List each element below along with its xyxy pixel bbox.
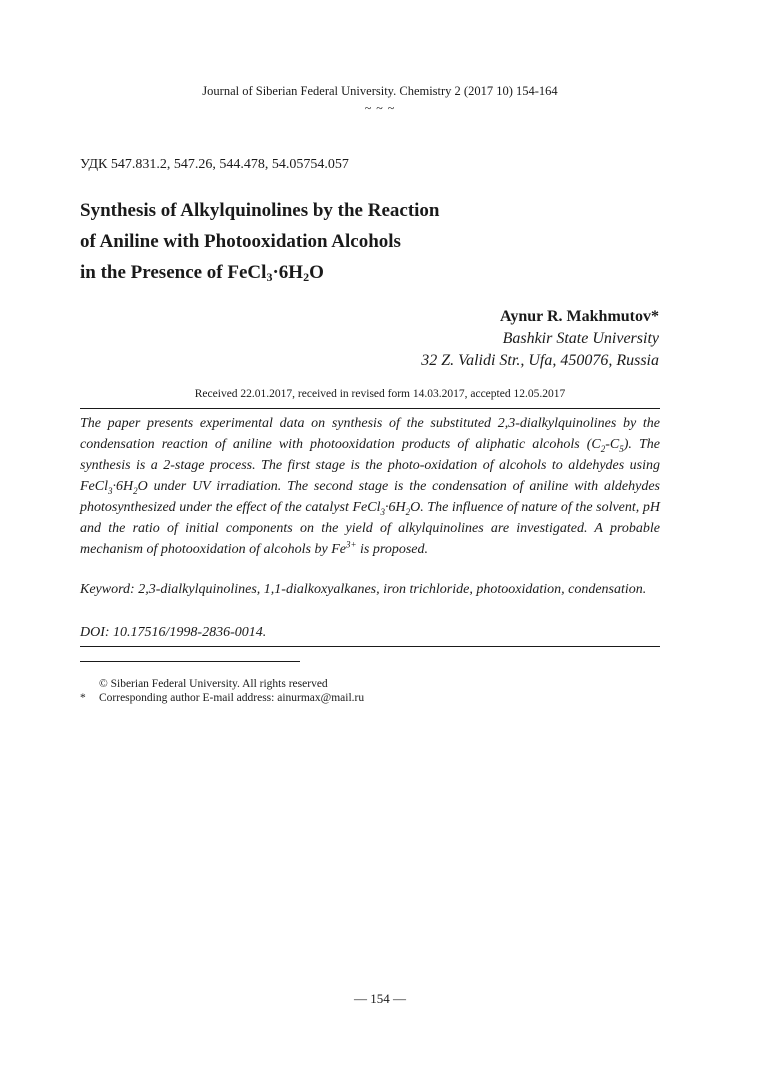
received-dates: Received 22.01.2017, received in revised form 14.03.2017, accepted 12.05.2017 — [194, 388, 566, 400]
footnote-corresponding — [80, 692, 364, 704]
abstract-sub: 3 — [380, 506, 385, 517]
corresponding-email: Corresponding author E-mail address: ainurmax@mail.ru — [99, 692, 365, 704]
author-address: 32 Z. Validi Str., Ufa, 450076, Russia — [421, 352, 659, 369]
author-affiliation: Bashkir State University — [502, 330, 659, 347]
udk-code: УДК 547.831.2, 547.26, 544.478, 54.05754.057 — [80, 157, 349, 172]
paper-title — [80, 195, 680, 288]
title-line-1: Synthesis of Alkylquinolines by the Reaction — [80, 200, 440, 221]
title-subscript-2: 2 — [303, 270, 310, 284]
abstract-sup: 3+ — [345, 539, 357, 550]
abstract-text: is proposed. — [356, 542, 428, 557]
title-subscript-3: 3 — [266, 270, 273, 284]
keywords: Keyword: 2,3-dialkylquinolines, 1,1-dialkoxyalkanes, iron trichloride, photooxidation, condensation. — [80, 582, 647, 597]
abstract — [80, 413, 660, 560]
copyright-text: © Siberian Federal University. All rights reserved — [99, 678, 328, 690]
abstract-text: ). The synthesis is a 2-stage process. The first stage is the photo-oxidation of alcohols to aldehydes using FeCl — [80, 437, 660, 494]
abstract-top-rule — [80, 408, 660, 409]
abstract-text: ·6H — [112, 479, 134, 494]
abstract-text: O. The influence of nature of the solvent, pH and the ratio of initial components on the yield of alkylquinolines are investigated. A probable mechanism of photooxidation of alcohols by Fe — [80, 500, 660, 557]
footnote-copyright — [80, 678, 328, 690]
footnote-mark: * — [80, 692, 86, 704]
author-block — [421, 306, 659, 372]
page-number: — 154 — — [354, 991, 406, 1006]
doi: DOI: 10.17516/1998-2836-0014. — [80, 625, 267, 640]
header-ornament: ~ ~ ~ — [364, 101, 396, 115]
title-line-3-prefix: in the Presence of FeCl — [80, 262, 267, 283]
title-line-3-suffix: O — [309, 262, 324, 283]
abstract-sub: 5 — [619, 443, 624, 454]
abstract-text: ·6H — [384, 500, 406, 515]
abstract-bottom-rule — [80, 646, 660, 647]
abstract-text: O under UV irradiation. The second stage is the condensation of aniline with aldehydes photosynthesized under the effect of the catalyst FeCl — [80, 479, 660, 515]
title-line-3 — [80, 257, 680, 288]
title-line-2: of Aniline with Photooxidation Alcohols — [80, 231, 401, 252]
footnote-rule — [80, 661, 300, 662]
abstract-sub: 2 — [600, 443, 606, 454]
abstract-text: -C — [605, 437, 620, 452]
title-line-3-mid: ·6H — [272, 262, 304, 283]
abstract-text: The paper presents experimental data on synthesis of the substituted 2,3-dialkylquinolines by the condensation reaction of aniline with photooxidation products of aliphatic alcohols (C — [80, 416, 660, 452]
author-name: Aynur R. Makhmutov* — [500, 308, 659, 325]
abstract-sub: 3 — [108, 485, 113, 496]
abstract-sub: 2 — [133, 485, 138, 496]
journal-header: Journal of Siberian Federal University. Chemistry 2 (2017 10) 154-164 — [202, 84, 558, 98]
abstract-sub: 2 — [405, 506, 411, 517]
